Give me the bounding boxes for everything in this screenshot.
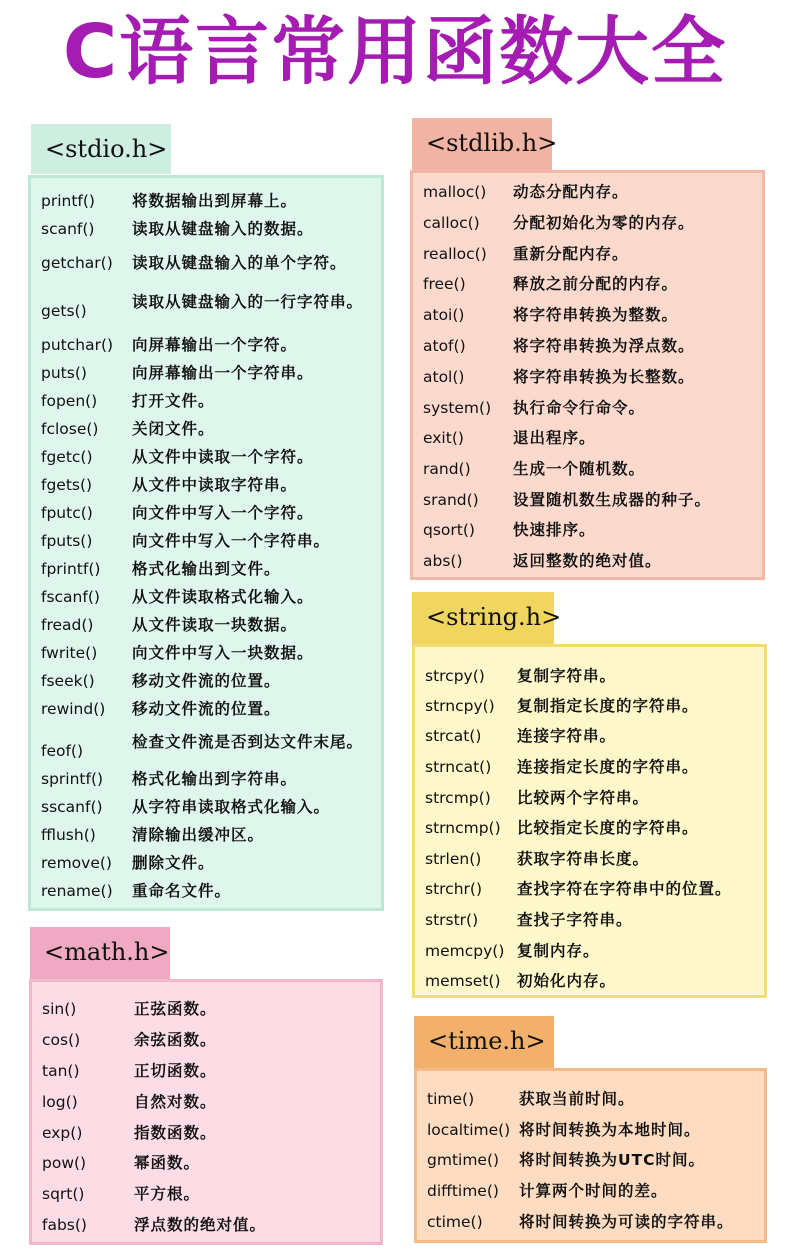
function-description: 将时间转换为本地时间。 — [519, 1121, 701, 1139]
function-description: 向文件中写入一个字符串。 — [132, 532, 331, 550]
function-description: 执行命令行命令。 — [513, 399, 646, 417]
function-name: rename() — [41, 882, 113, 900]
function-name: sprintf() — [41, 770, 104, 788]
stdlib-header-tab: <stdlib.h> — [412, 118, 552, 170]
function-name: strlen() — [425, 850, 482, 868]
function-row — [417, 1151, 764, 1169]
function-row — [31, 588, 381, 606]
function-name: memcpy() — [425, 942, 505, 960]
function-row — [31, 798, 381, 816]
function-row — [417, 1182, 764, 1200]
function-name: fread() — [41, 616, 94, 634]
function-row — [413, 245, 762, 263]
function-name: strncmp() — [425, 819, 501, 837]
function-row — [415, 727, 764, 745]
function-row — [31, 560, 381, 578]
function-name: rand() — [423, 460, 471, 478]
function-name: pow() — [42, 1154, 87, 1172]
function-description: 指数函数。 — [134, 1124, 217, 1142]
string-function-list — [412, 644, 767, 998]
math-function-list — [29, 979, 383, 1245]
function-description: 计算两个时间的差。 — [519, 1182, 668, 1200]
function-description: 将字符串转换为整数。 — [513, 306, 679, 324]
function-description: 格式化输出到字符串。 — [132, 770, 298, 788]
function-name: difftime() — [427, 1182, 499, 1200]
function-row — [415, 819, 764, 837]
function-name: fgets() — [41, 476, 93, 494]
function-description: 初始化内存。 — [517, 972, 617, 990]
function-description: 动态分配内存。 — [513, 183, 629, 201]
function-description: 重新分配内存。 — [513, 245, 629, 263]
function-name: fabs() — [42, 1216, 87, 1234]
function-row — [32, 1093, 380, 1111]
function-name: malloc() — [423, 183, 487, 201]
function-name: strncpy() — [425, 697, 495, 715]
function-row — [31, 254, 381, 272]
function-name: sscanf() — [41, 798, 103, 816]
function-name: localtime() — [427, 1121, 511, 1139]
function-description: 向文件中写入一个字符。 — [132, 504, 314, 522]
function-row — [31, 392, 381, 410]
function-description: 正弦函数。 — [134, 1000, 217, 1018]
function-name: scanf() — [41, 220, 95, 238]
function-row — [32, 1185, 380, 1203]
function-row — [31, 192, 381, 210]
function-row — [32, 1216, 380, 1234]
function-row — [31, 770, 381, 788]
function-row — [31, 672, 381, 690]
function-description: 获取字符串长度。 — [517, 850, 650, 868]
function-description: 正切函数。 — [134, 1062, 217, 1080]
function-description: 将时间转换为可读的字符串。 — [519, 1213, 734, 1231]
function-row — [413, 521, 762, 539]
function-description: 将字符串转换为浮点数。 — [513, 337, 695, 355]
function-description: 关闭文件。 — [132, 420, 215, 438]
function-name: strcat() — [425, 727, 482, 745]
function-row — [413, 460, 762, 478]
function-name: rewind() — [41, 700, 106, 718]
function-row — [415, 911, 764, 929]
function-name: sin() — [42, 1000, 77, 1018]
function-name: qsort() — [423, 521, 475, 539]
function-row — [415, 697, 764, 715]
function-row — [31, 364, 381, 382]
function-description: 连接字符串。 — [517, 727, 617, 745]
function-description: 将时间转换为UTC时间。 — [519, 1151, 706, 1169]
function-description: 读取从键盘输入的数据。 — [132, 220, 314, 238]
function-name: getchar() — [41, 254, 113, 272]
string-header-tab: <string.h> — [412, 592, 554, 644]
function-name: calloc() — [423, 214, 480, 232]
function-name: sqrt() — [42, 1185, 85, 1203]
function-row — [31, 700, 381, 718]
function-description: 打开文件。 — [132, 392, 215, 410]
function-description: 复制内存。 — [517, 942, 600, 960]
stdio-header-tab: <stdio.h> — [31, 124, 171, 174]
function-description: 从文件读取格式化输入。 — [132, 588, 314, 606]
function-row — [413, 183, 762, 201]
function-row — [413, 275, 762, 293]
function-description: 获取当前时间。 — [519, 1090, 635, 1108]
function-name: memset() — [425, 972, 501, 990]
function-row — [32, 1154, 380, 1172]
function-name: system() — [423, 399, 492, 417]
function-row — [415, 758, 764, 776]
function-description: 比较指定长度的字符串。 — [517, 819, 699, 837]
function-row — [415, 789, 764, 807]
function-name: fputc() — [41, 504, 93, 522]
function-row — [31, 882, 381, 900]
function-row — [413, 368, 762, 386]
function-row — [413, 306, 762, 324]
function-name: printf() — [41, 192, 95, 210]
function-name: atof() — [423, 337, 466, 355]
function-description: 将数据输出到屏幕上。 — [132, 192, 298, 210]
function-description: 向屏幕输出一个字符。 — [132, 336, 298, 354]
function-row — [31, 293, 381, 329]
function-description: 删除文件。 — [132, 854, 215, 872]
function-name: fopen() — [41, 392, 98, 410]
function-description: 设置随机数生成器的种子。 — [513, 491, 712, 509]
function-name: strcmp() — [425, 789, 491, 807]
function-row — [31, 532, 381, 550]
function-name: cos() — [42, 1031, 81, 1049]
function-description: 浮点数的绝对值。 — [134, 1216, 267, 1234]
function-row — [415, 850, 764, 868]
function-row — [31, 616, 381, 634]
function-description: 向屏幕输出一个字符串。 — [132, 364, 314, 382]
function-name: abs() — [423, 552, 463, 570]
function-row — [415, 972, 764, 990]
function-row — [31, 644, 381, 662]
function-row — [31, 420, 381, 438]
function-name: free() — [423, 275, 466, 293]
function-row — [32, 1031, 380, 1049]
function-description: 移动文件流的位置。 — [132, 700, 281, 718]
function-name: fputs() — [41, 532, 93, 550]
function-name: ctime() — [427, 1213, 483, 1231]
function-row — [413, 337, 762, 355]
function-description: 查找字符在字符串中的位置。 — [517, 880, 732, 898]
function-name: time() — [427, 1090, 475, 1108]
function-name: tan() — [42, 1062, 80, 1080]
function-row — [413, 429, 762, 447]
function-description: 从文件读取一块数据。 — [132, 616, 298, 634]
function-description: 幂函数。 — [134, 1154, 201, 1172]
function-row — [31, 504, 381, 522]
function-description: 释放之前分配的内存。 — [513, 275, 679, 293]
function-description: 自然对数。 — [134, 1093, 217, 1111]
function-name: fflush() — [41, 826, 96, 844]
function-row — [31, 476, 381, 494]
function-description: 读取从键盘输入的一行字符串。 — [132, 293, 364, 311]
function-description: 向文件中写入一块数据。 — [132, 644, 314, 662]
function-name: atol() — [423, 368, 465, 386]
stdlib-function-list — [410, 170, 765, 580]
function-row — [31, 336, 381, 354]
function-name: strncat() — [425, 758, 492, 776]
function-row — [32, 1124, 380, 1142]
function-description: 从文件中读取一个字符。 — [132, 448, 314, 466]
function-row — [31, 854, 381, 872]
function-row — [31, 826, 381, 844]
function-row — [413, 552, 762, 570]
function-row — [413, 491, 762, 509]
stdio-function-list — [28, 175, 384, 911]
function-description: 从字符串读取格式化输入。 — [132, 798, 331, 816]
function-name: fgetc() — [41, 448, 93, 466]
function-description: 查找子字符串。 — [517, 911, 633, 929]
math-header-tab: <math.h> — [30, 927, 170, 979]
function-row — [31, 448, 381, 466]
function-description: 返回整数的绝对值。 — [513, 552, 662, 570]
page-title: C语言常用函数大全 — [62, 9, 728, 95]
function-row — [415, 667, 764, 685]
function-row — [31, 733, 381, 769]
function-name: gets() — [41, 302, 87, 320]
function-description: 从文件中读取字符串。 — [132, 476, 298, 494]
function-name: log() — [42, 1093, 78, 1111]
function-description: 清除输出缓冲区。 — [132, 826, 265, 844]
function-name: gmtime() — [427, 1151, 500, 1169]
function-description: 检查文件流是否到达文件末尾。 — [132, 733, 364, 751]
function-row — [413, 399, 762, 417]
function-name: strstr() — [425, 911, 479, 929]
function-name: exit() — [423, 429, 464, 447]
function-description: 生成一个随机数。 — [513, 460, 646, 478]
function-description: 余弦函数。 — [134, 1031, 217, 1049]
function-name: strchr() — [425, 880, 482, 898]
function-row — [417, 1121, 764, 1139]
function-row — [31, 220, 381, 238]
function-row — [415, 942, 764, 960]
function-name: fprintf() — [41, 560, 101, 578]
function-description: 移动文件流的位置。 — [132, 672, 281, 690]
function-name: strcpy() — [425, 667, 485, 685]
function-name: fwrite() — [41, 644, 98, 662]
function-row — [417, 1090, 764, 1108]
function-name: puts() — [41, 364, 87, 382]
function-name: srand() — [423, 491, 479, 509]
time-header-tab: <time.h> — [414, 1016, 554, 1068]
function-name: feof() — [41, 742, 84, 760]
function-row — [32, 1062, 380, 1080]
function-description: 分配初始化为零的内存。 — [513, 214, 695, 232]
function-name: fclose() — [41, 420, 99, 438]
function-description: 读取从键盘输入的单个字符。 — [132, 254, 347, 272]
time-function-list — [414, 1068, 767, 1243]
function-row — [417, 1213, 764, 1231]
function-description: 重命名文件。 — [132, 882, 232, 900]
function-description: 连接指定长度的字符串。 — [517, 758, 699, 776]
function-name: exp() — [42, 1124, 83, 1142]
function-name: remove() — [41, 854, 112, 872]
function-row — [32, 1000, 380, 1018]
function-description: 复制指定长度的字符串。 — [517, 697, 699, 715]
function-description: 格式化输出到文件。 — [132, 560, 281, 578]
function-row — [415, 880, 764, 898]
function-description: 退出程序。 — [513, 429, 596, 447]
function-description: 比较两个字符串。 — [517, 789, 650, 807]
function-name: atoi() — [423, 306, 465, 324]
function-description: 平方根。 — [134, 1185, 201, 1203]
function-name: putchar() — [41, 336, 114, 354]
function-description: 快速排序。 — [513, 521, 596, 539]
function-name: fseek() — [41, 672, 95, 690]
function-name: realloc() — [423, 245, 487, 263]
function-row — [413, 214, 762, 232]
function-name: fscanf() — [41, 588, 100, 606]
function-description: 将字符串转换为长整数。 — [513, 368, 695, 386]
function-description: 复制字符串。 — [517, 667, 617, 685]
